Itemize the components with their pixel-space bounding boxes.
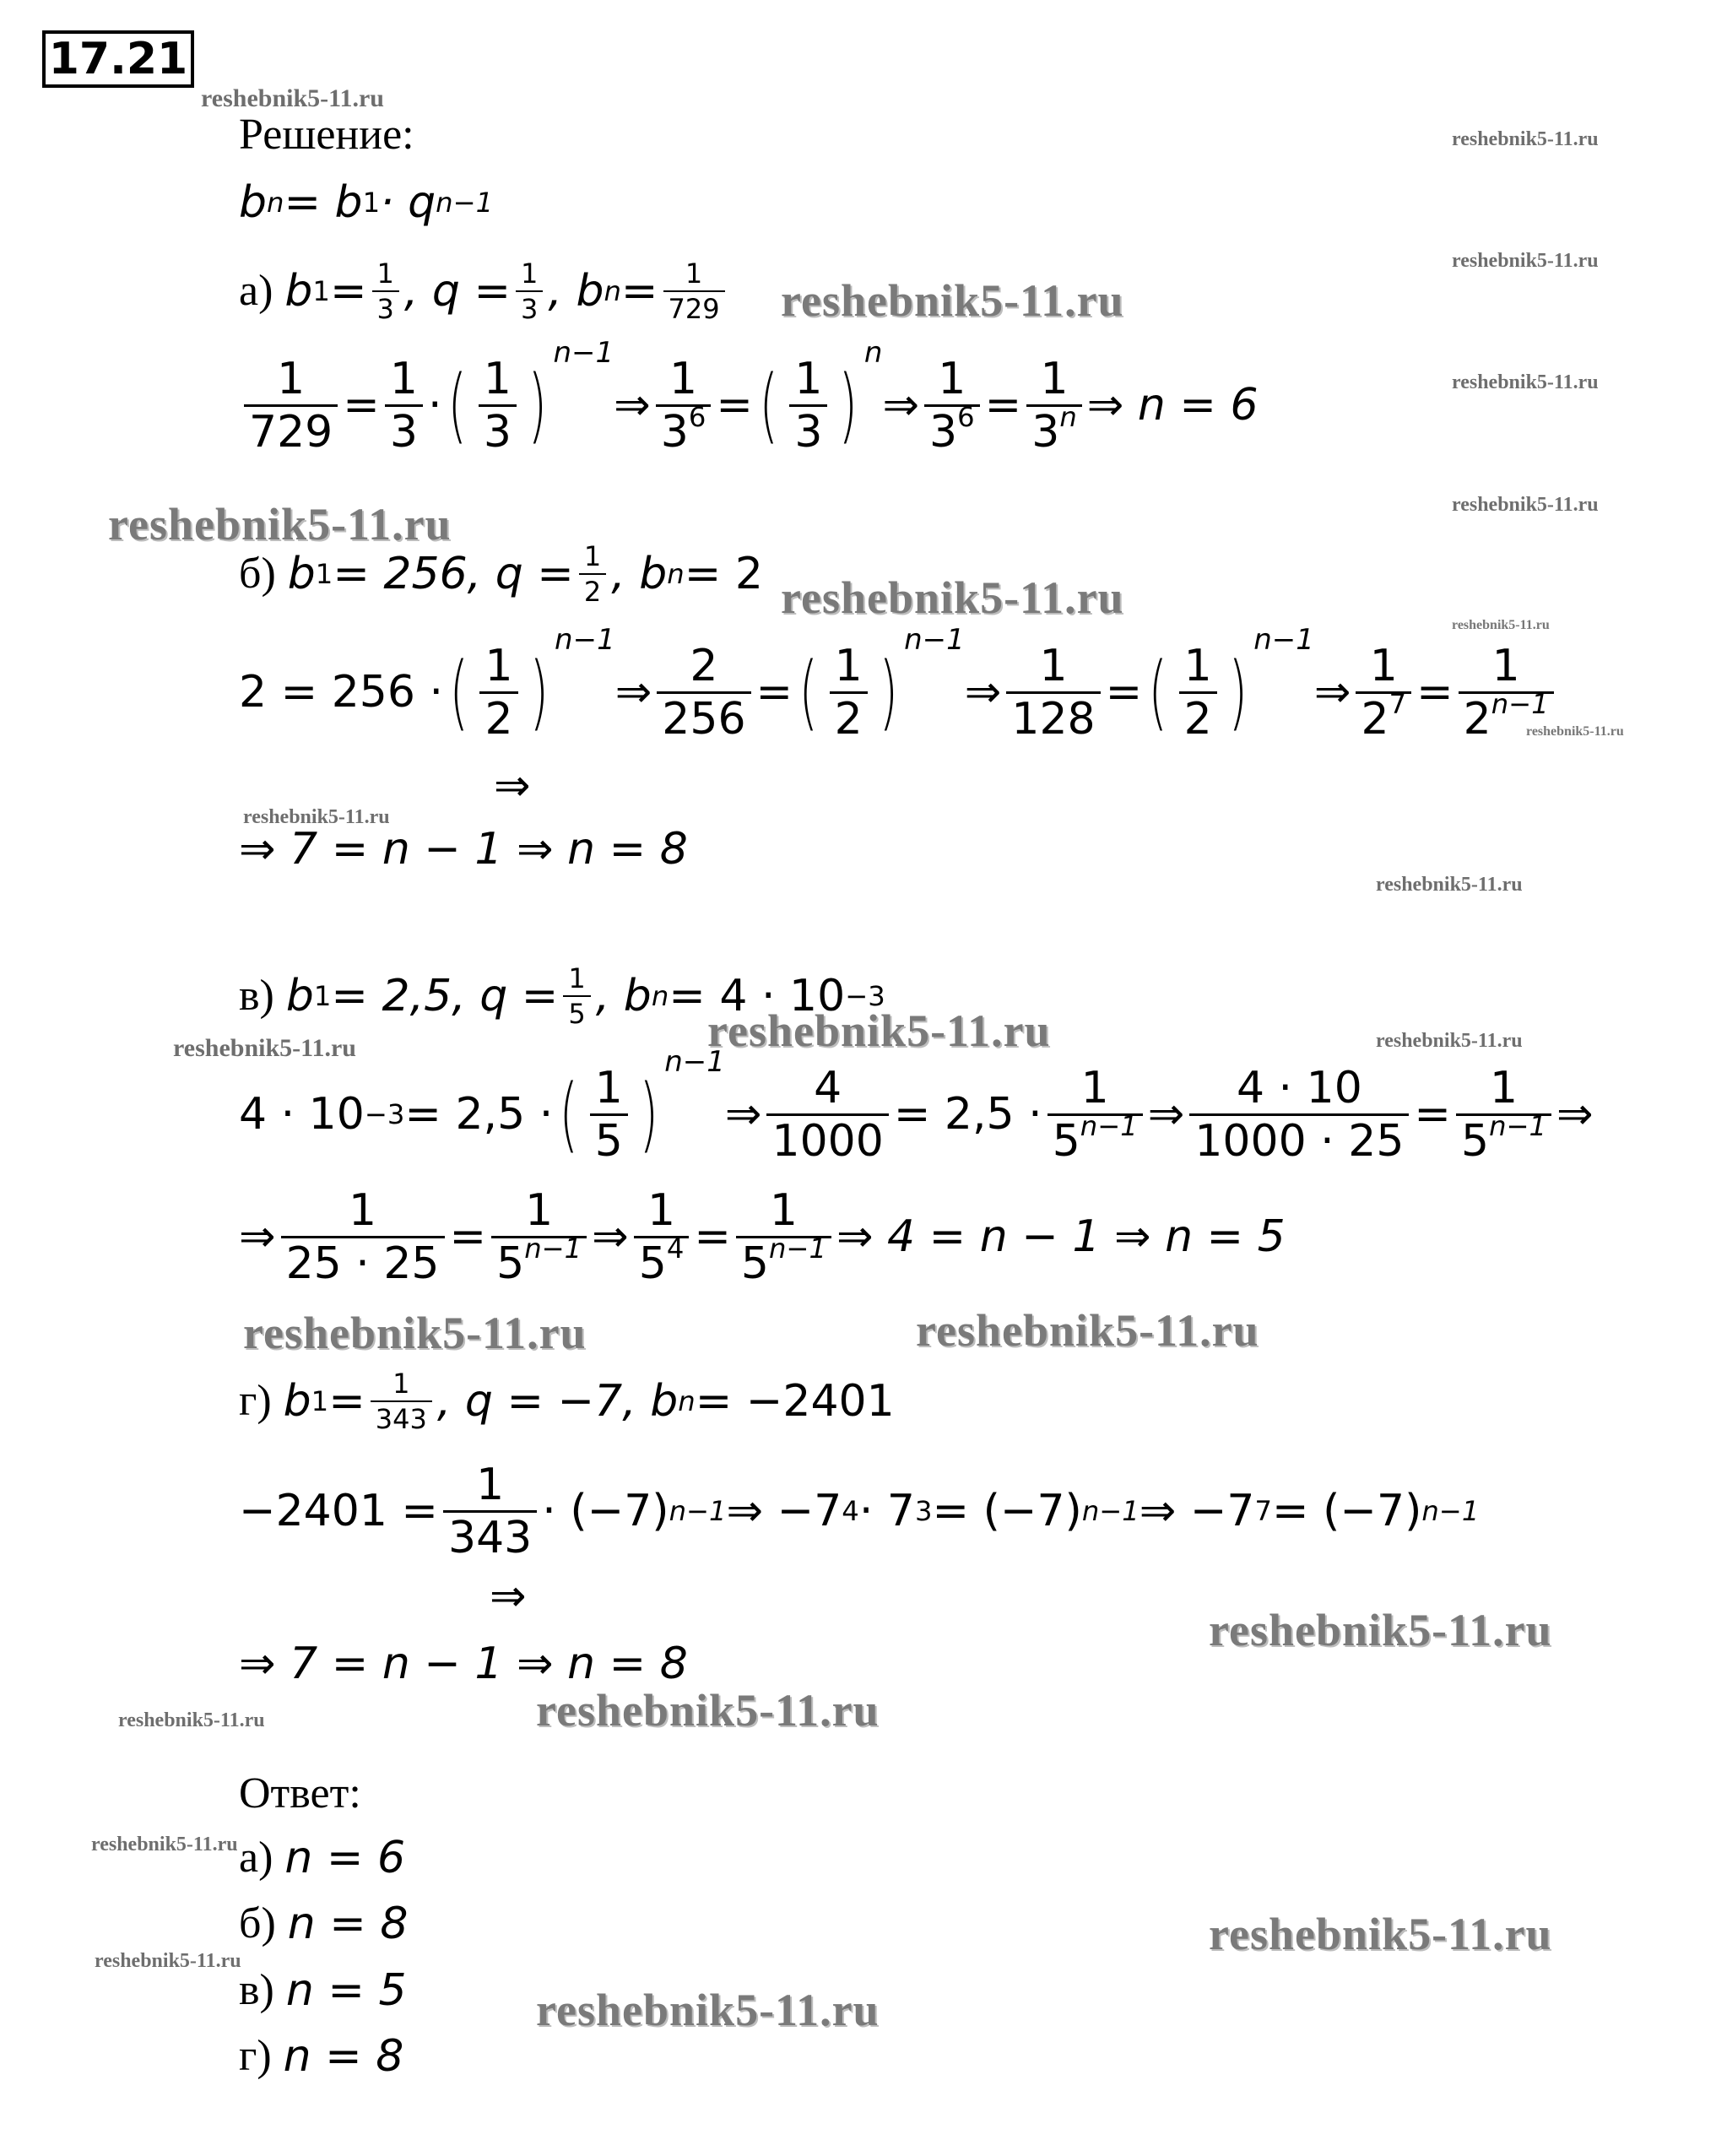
fraction (244, 353, 338, 458)
v-b1: b (285, 971, 314, 1021)
fraction-denominator: 1000 (766, 1113, 888, 1163)
fraction-denominator (491, 1232, 587, 1289)
watermark: reshebnik5-11.ru (243, 806, 390, 828)
fraction (1459, 640, 1554, 745)
base: 2 (1361, 693, 1389, 745)
exponent: n−1 (1489, 1109, 1547, 1142)
implies-arrow: ⇒ (592, 1211, 629, 1262)
b-bn: , b (611, 549, 668, 599)
implies-arrow: ⇒ (239, 1211, 276, 1262)
a-b1-fraction (372, 257, 399, 325)
a-eq2: = (620, 266, 658, 317)
part-b-final: ⇒ 7 = n − 1 ⇒ n = 8 (239, 824, 688, 875)
fraction-denominator: 729 (244, 404, 338, 454)
part-v-line1: 4 · 10 −3 = 2,5 · ( $\frac{1}{5}$ ) n−1 ⇒ $\frac{4}{1000}$ = 2,5 · $\frac{1}{5^{n-1}}$ ⇒ $\frac{4 \cdot 10}{1000 \cdot 25}$ = $\frac{1}{5^{n-1}}$ ⇒ (239, 1045, 1594, 1167)
v-line-start: 4 · 10 (239, 1089, 365, 1140)
base: 5 (1460, 1115, 1490, 1167)
part-v-given: в) b 1 = 2,5, q = $\frac{1}{5}$ , b n = 4 · 10 −3 (239, 962, 885, 1030)
base: 5 (496, 1238, 525, 1289)
fraction (1356, 640, 1411, 745)
result: ⇒ n = 6 (1086, 380, 1259, 431)
fraction-denominator (656, 400, 712, 458)
base: 5 (638, 1238, 667, 1289)
a-q-text: , q = (403, 266, 512, 317)
fraction (590, 1062, 628, 1167)
fraction (830, 640, 868, 745)
fraction-denominator: 729 (663, 290, 725, 322)
g-term: ⇒ −7 (1139, 1486, 1255, 1536)
exponent: 6 (957, 400, 975, 433)
watermark: reshebnik5-11.ru (1209, 1909, 1552, 1959)
fraction-numerator: 1 (376, 257, 394, 290)
dot: · (427, 380, 442, 431)
fraction-numerator: 1 (521, 257, 539, 290)
part-v-label: в) (239, 972, 274, 1020)
fraction-numerator: 1 (277, 353, 306, 404)
part-a-line1: $\frac{1}{729}$ = $\frac{1}{3}$ · ( $\frac{1}{3}$ ) n−1 ⇒ $\frac{1}{3^6}$ = ( $\frac{1}{3}$ ) n ⇒ $\frac{1}{3^6}$ = $\frac{1}{3^n}$ ⇒ n = 6 (239, 342, 1259, 469)
exponent: n−1 (1253, 623, 1314, 657)
result: ⇒ 4 = n − 1 ⇒ n = 5 (836, 1211, 1286, 1262)
a-b1: b (284, 266, 313, 317)
fraction-numerator: 1 (476, 1459, 505, 1510)
equals: = (716, 380, 753, 431)
answer-b-label: б) (239, 1899, 276, 1947)
fraction-numerator: 1 (484, 640, 513, 691)
part-g-final: ⇒ 7 = n − 1 ⇒ n = 8 (239, 1639, 688, 1689)
a-eq: = (329, 266, 367, 317)
g-term: · (−7) (542, 1486, 669, 1536)
exponent: n−1 (664, 1045, 725, 1079)
base: 5 (740, 1238, 769, 1289)
fraction (1006, 640, 1100, 745)
fraction-numerator: 1 (349, 1184, 377, 1236)
fraction-numerator: 1 (594, 1062, 623, 1113)
fraction (789, 353, 827, 458)
answer-b (239, 1899, 409, 1949)
fraction (924, 353, 980, 458)
fraction-numerator: 2 (690, 640, 718, 691)
equals: = (694, 1211, 731, 1262)
answer-a-value: n = 6 (284, 1833, 406, 1883)
fraction (1026, 353, 1082, 458)
fraction-numerator: 1 (1183, 640, 1212, 691)
fraction-denominator: 2 (830, 691, 868, 741)
fraction-denominator: 3 (516, 290, 543, 322)
fraction (479, 353, 517, 458)
formula-eq: = b (284, 177, 363, 228)
exponent: 4 (666, 1232, 685, 1265)
watermark: reshebnik5-11.ru (1526, 724, 1624, 739)
fraction-denominator (1456, 1109, 1551, 1167)
fraction (634, 1184, 690, 1289)
fraction (766, 1062, 888, 1167)
g-term: · 7 (858, 1486, 915, 1536)
answer-v-label: в) (239, 1966, 274, 2014)
implies-arrow: ⇒ (490, 1571, 527, 1622)
fraction-numerator: 1 (568, 962, 586, 994)
equals: = (343, 380, 380, 431)
fraction-numerator: 1 (1039, 640, 1068, 691)
fraction-numerator: 1 (669, 353, 698, 404)
fraction-numerator: 1 (1489, 1062, 1518, 1113)
fraction-denominator: 2 (579, 573, 606, 605)
implies-arrow: ⇒ (724, 1089, 762, 1140)
implies-arrow: ⇒ (494, 761, 531, 811)
implies-arrow: ⇒ (1147, 1089, 1185, 1140)
fraction-denominator (1356, 687, 1411, 745)
fraction-denominator (1047, 1109, 1143, 1167)
fraction-denominator (634, 1232, 690, 1289)
fraction-numerator: 1 (583, 540, 602, 572)
answer-a (239, 1833, 406, 1883)
equals: = (328, 1376, 365, 1427)
formula-lhs: b (239, 177, 268, 228)
part-a-label: а) (239, 267, 273, 315)
answer-g (239, 2031, 404, 2082)
part-b-given: б) b 1 = 256, q = $\frac{1}{2}$ , b n = 2 (239, 540, 763, 608)
base: 3 (1031, 406, 1060, 458)
fraction-denominator: 3 (479, 404, 517, 454)
fraction-denominator: 2 (1179, 691, 1217, 741)
g-term: ⇒ −7 (726, 1486, 842, 1536)
solution-label: Решение: (239, 111, 414, 159)
watermark: reshebnik5-11.ru (91, 1834, 238, 1855)
implies-arrow: ⇒ (614, 667, 652, 718)
fraction (281, 1184, 445, 1289)
fraction-numerator: 1 (938, 353, 966, 404)
fraction-numerator: 1 (525, 1184, 554, 1236)
fraction-denominator: 3 (789, 404, 827, 454)
equals: = (1105, 667, 1143, 718)
watermark: reshebnik5-11.ru (108, 499, 452, 550)
fraction-numerator: 1 (389, 353, 418, 404)
fraction-denominator: 256 (657, 691, 750, 741)
answer-b-value: n = 8 (287, 1899, 409, 1949)
exponent: n−1 (553, 336, 614, 370)
watermark: reshebnik5-11.ru (707, 1005, 1051, 1056)
b-given-mid: = 256, q = (333, 549, 574, 599)
v-bn: , b (595, 971, 652, 1021)
g-line-start: −2401 = (239, 1486, 439, 1536)
fraction (563, 962, 590, 1030)
part-v-line2 (239, 1178, 1286, 1296)
v-line-mid2: = 2,5 · (893, 1089, 1042, 1140)
watermark: reshebnik5-11.ru (1452, 371, 1599, 393)
fraction (491, 1184, 587, 1289)
fraction (656, 353, 712, 458)
part-b-line1: 2 = 256 · ( $\frac{1}{2}$ ) n−1 ⇒ $\frac{2}{256}$ = ( $\frac{1}{2}$ ) n−1 ⇒ $\frac{1}{128}$ = ( $\frac{1}{2}$ ) n−1 ⇒ $\frac{1}{2^7}$ = $\frac{1}{2^{n-1}}$ (239, 629, 1559, 756)
v-given-mid: = 2,5, q = (331, 971, 559, 1021)
exponent: n−1 (904, 623, 965, 657)
part-g-label: г) (239, 1377, 272, 1425)
g-b1: b (283, 1376, 311, 1427)
fraction (443, 1459, 537, 1563)
fraction (736, 1184, 831, 1289)
fraction-denominator: 343 (371, 1400, 432, 1433)
fraction-numerator: 1 (1040, 353, 1069, 404)
watermark: reshebnik5-11.ru (536, 1685, 880, 1736)
exponent: n−1 (524, 1232, 582, 1265)
fraction-denominator: 3 (385, 404, 423, 454)
fraction-numerator: 1 (483, 353, 512, 404)
exponent: n (1059, 400, 1077, 433)
watermark: reshebnik5-11.ru (536, 1985, 880, 2035)
b-b1: b (287, 549, 316, 599)
exponent: n−1 (555, 623, 615, 657)
g-term: = (−7) (932, 1486, 1082, 1536)
base: 5 (1052, 1115, 1080, 1167)
fraction-denominator: 2 (479, 691, 517, 741)
fraction-denominator: 25 · 25 (281, 1236, 445, 1286)
watermark: reshebnik5-11.ru (1376, 874, 1523, 896)
answer-v-value: n = 5 (285, 1965, 407, 2016)
fraction (657, 640, 750, 745)
watermark: reshebnik5-11.ru (1452, 128, 1599, 150)
part-b-label: б) (239, 550, 276, 598)
watermark: reshebnik5-11.ru (781, 275, 1124, 326)
fraction (1047, 1062, 1143, 1167)
watermark: reshebnik5-11.ru (95, 1950, 241, 1972)
answer-v (239, 1965, 407, 2016)
watermark: reshebnik5-11.ru (916, 1305, 1259, 1356)
exponent: n (863, 336, 883, 370)
part-g-line1: −2401 = $\frac{1}{343}$ · (−7) n−1 ⇒ −7 4 · 7 3 = (−7) n−1 ⇒ −7 7 = (−7) n−1 (239, 1459, 1480, 1563)
fraction-denominator (924, 400, 980, 458)
fraction-denominator (736, 1232, 831, 1289)
fraction-numerator: 4 (814, 1062, 842, 1113)
general-formula: b n = b 1 · q n−1 (239, 177, 494, 228)
watermark: reshebnik5-11.ru (201, 84, 384, 112)
fraction (479, 640, 517, 745)
fraction-numerator: 1 (392, 1368, 410, 1400)
v-line-mid: = 2,5 · (404, 1089, 554, 1140)
fraction (579, 540, 606, 608)
fraction-numerator: 1 (685, 257, 703, 290)
fraction-numerator: 1 (769, 1184, 798, 1236)
exponent: 7 (1388, 687, 1407, 720)
answer-g-value: n = 8 (283, 2031, 404, 2082)
fraction-numerator: 1 (647, 1184, 676, 1236)
base: 2 (1463, 693, 1491, 745)
watermark: reshebnik5-11.ru (173, 1034, 356, 1062)
equals: = (449, 1211, 487, 1262)
watermark: reshebnik5-11.ru (1209, 1605, 1552, 1655)
watermark: reshebnik5-11.ru (1376, 1030, 1523, 1052)
formula-dot-q: · q (380, 177, 436, 228)
fraction-denominator: 5 (563, 995, 590, 1027)
implies-arrow: ⇒ (1313, 667, 1351, 718)
fraction-denominator (1459, 687, 1554, 745)
implies-arrow: ⇒ (882, 380, 920, 431)
answer-a-label: а) (239, 1834, 273, 1882)
fraction (1456, 1062, 1551, 1167)
watermark: reshebnik5-11.ru (243, 1308, 587, 1358)
fraction-denominator: 3 (372, 290, 399, 322)
equals: = (755, 667, 793, 718)
fraction-denominator: 5 (590, 1113, 628, 1163)
equals: = (1414, 1089, 1451, 1140)
watermark: reshebnik5-11.ru (1452, 618, 1550, 632)
fraction (385, 353, 423, 458)
answer-g-label: г) (239, 2032, 272, 2080)
fraction-numerator: 1 (1369, 640, 1398, 691)
equals: = (1416, 667, 1453, 718)
exponent: n−1 (769, 1232, 826, 1265)
fraction-denominator: 128 (1006, 691, 1100, 741)
g-given-rest: , q = −7, b (436, 1376, 679, 1427)
task-number: 17.21 (42, 30, 194, 88)
equals: = (984, 380, 1022, 431)
implies-arrow: ⇒ (964, 667, 1002, 718)
a-bn-fraction (663, 257, 725, 325)
exponent: n−1 (1080, 1109, 1138, 1142)
fraction-denominator (1026, 400, 1082, 458)
fraction (1179, 640, 1217, 745)
watermark: reshebnik5-11.ru (118, 1709, 265, 1731)
b-bn-val: = 2 (684, 549, 763, 599)
a-bn-text: , b (548, 266, 604, 317)
part-a-given: а) b 1 = $\frac{1}{3}$ , q = $\frac{1}{3}$ , b n = $\frac{1}{729}$ (239, 253, 730, 329)
fraction-numerator: 4 · 10 (1236, 1062, 1362, 1113)
fraction (1189, 1062, 1409, 1167)
base: 3 (929, 406, 958, 458)
answer-label: Ответ: (239, 1769, 361, 1817)
fraction (371, 1370, 432, 1433)
g-term: = (−7) (1272, 1486, 1422, 1536)
fraction-numerator: 1 (1080, 1062, 1109, 1113)
exponent: 6 (688, 400, 706, 433)
implies-arrow: ⇒ (1556, 1089, 1594, 1140)
watermark: reshebnik5-11.ru (1452, 250, 1599, 272)
v-bn-val: = 4 · 10 (669, 971, 846, 1021)
exponent: n−1 (1491, 687, 1549, 720)
fraction-denominator: 1000 · 25 (1189, 1113, 1409, 1163)
fraction-numerator: 1 (834, 640, 863, 691)
implies-arrow: ⇒ (614, 380, 651, 431)
fraction-numerator: 1 (1491, 640, 1520, 691)
fraction-numerator: 1 (794, 353, 823, 404)
part-g-given: г) b 1 = $\frac{1}{343}$ , q = −7, b n = −2401 (239, 1368, 895, 1435)
a-q-fraction (516, 257, 543, 325)
fraction-denominator: 343 (443, 1510, 537, 1560)
watermark: reshebnik5-11.ru (1452, 494, 1599, 516)
watermark: reshebnik5-11.ru (781, 572, 1124, 623)
b-line-start: 2 = 256 · (239, 667, 444, 718)
g-bn-val: = −2401 (695, 1376, 895, 1427)
base: 3 (660, 406, 689, 458)
